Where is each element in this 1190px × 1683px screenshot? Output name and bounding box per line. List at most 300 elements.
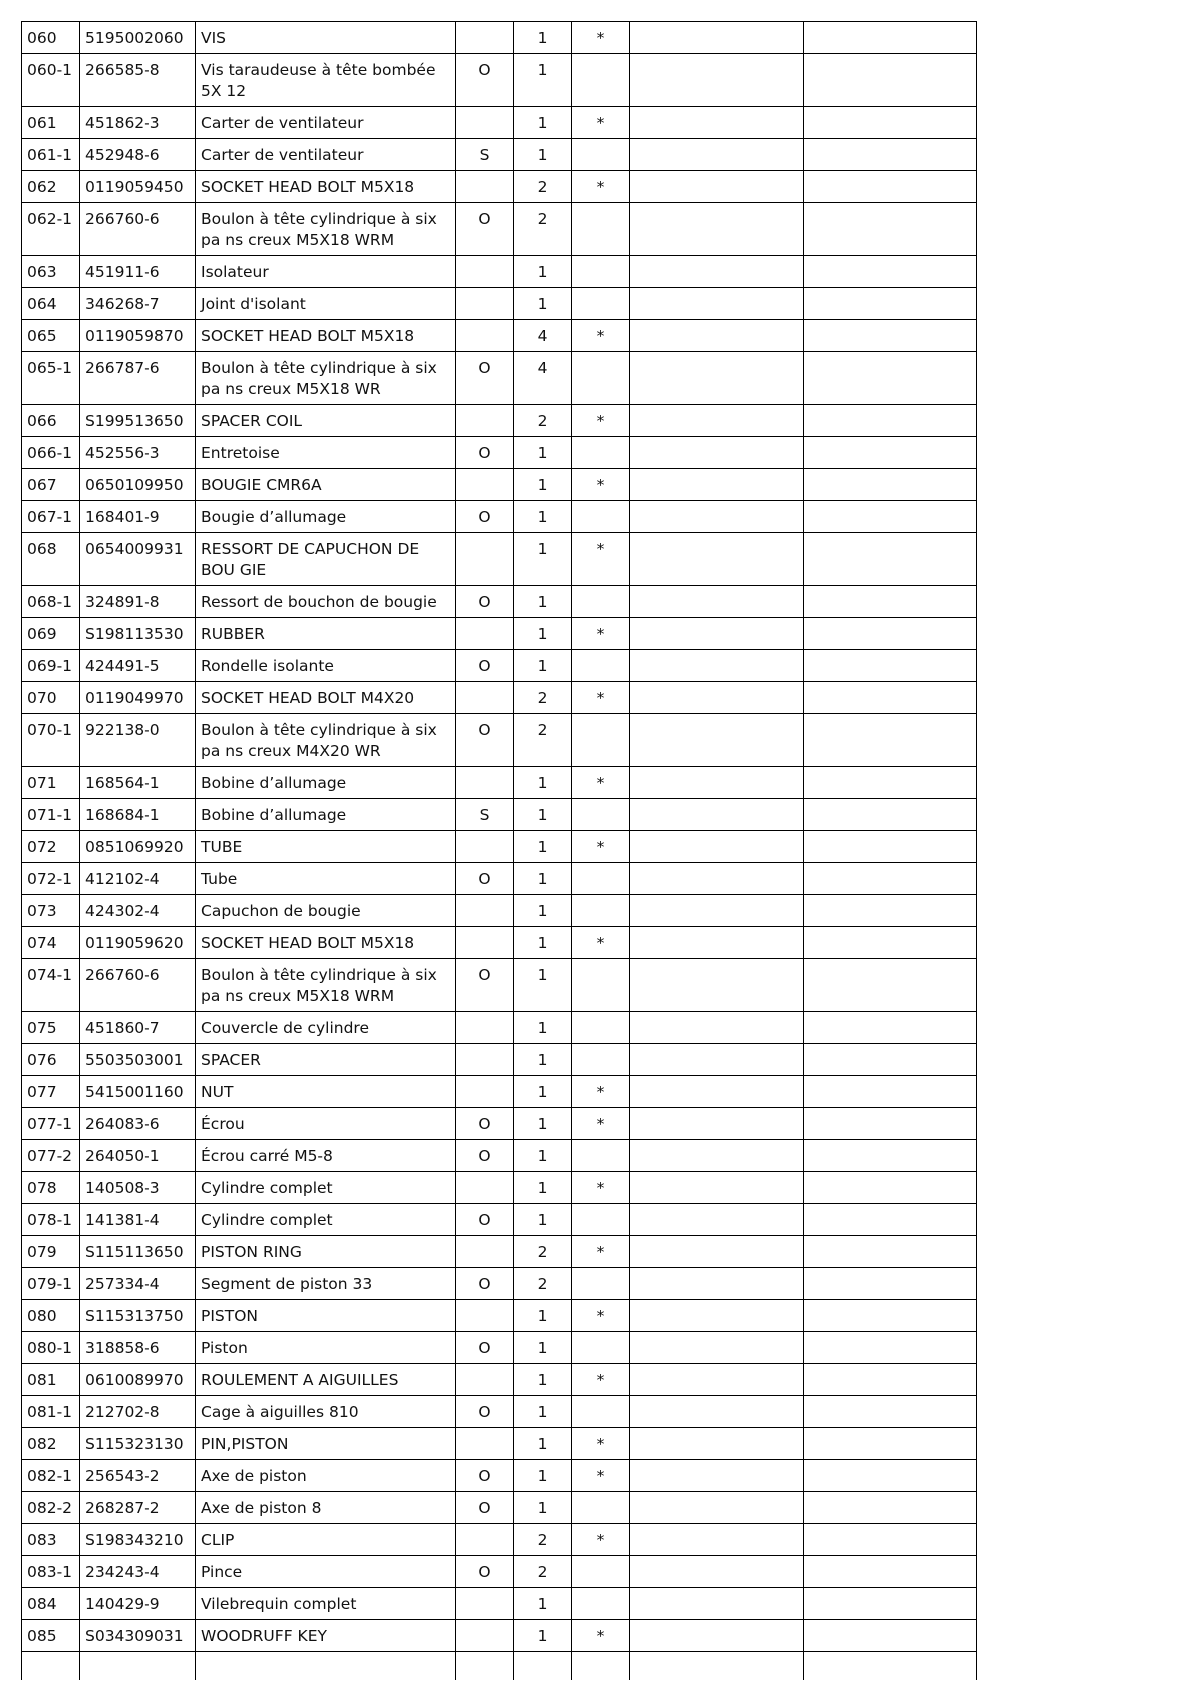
item-number-cell: 077-2: [22, 1140, 80, 1172]
blank-cell: [804, 1300, 977, 1332]
quantity-cell: 1: [514, 1012, 572, 1044]
blank-cell: [630, 405, 804, 437]
blank-cell: [804, 1044, 977, 1076]
blank-cell: [804, 256, 977, 288]
blank-cell: [804, 54, 977, 107]
part-number-cell: 0851069920: [80, 831, 196, 863]
note-cell: [572, 650, 630, 682]
table-row: [22, 501, 977, 533]
part-number-cell: 451911-6: [80, 256, 196, 288]
blank-cell: [630, 139, 804, 171]
description-cell: BOUGIE CMR6A: [196, 469, 456, 501]
code-cell: O: [456, 1460, 514, 1492]
blank-cell: [630, 650, 804, 682]
code-cell: O: [456, 1204, 514, 1236]
item-number-cell: 066: [22, 405, 80, 437]
code-cell: [456, 1364, 514, 1396]
table-row: [22, 1236, 977, 1268]
blank-cell: [804, 1236, 977, 1268]
quantity-cell: 1: [514, 501, 572, 533]
blank-cell: [804, 650, 977, 682]
item-number-cell: 079: [22, 1236, 80, 1268]
code-cell: O: [456, 352, 514, 405]
item-number-cell: 084: [22, 1588, 80, 1620]
description-cell: Segment de piston 33: [196, 1268, 456, 1300]
description-cell: RESSORT DE CAPUCHON DE BOU GIE: [196, 533, 456, 586]
note-cell: [572, 586, 630, 618]
item-number-cell: 079-1: [22, 1268, 80, 1300]
code-cell: O: [456, 54, 514, 107]
note-cell: [572, 895, 630, 927]
note-cell: *: [572, 469, 630, 501]
table-row: [22, 1396, 977, 1428]
table-row: [22, 288, 977, 320]
description-cell: Ressort de bouchon de bougie: [196, 586, 456, 618]
description-cell: VIS: [196, 22, 456, 54]
item-number-cell: 070: [22, 682, 80, 714]
table-row: [22, 1556, 977, 1588]
note-cell: [572, 1492, 630, 1524]
item-number-cell: 072-1: [22, 863, 80, 895]
code-cell: [456, 895, 514, 927]
item-number-cell: 083: [22, 1524, 80, 1556]
blank-cell: [630, 1588, 804, 1620]
parts-table: [21, 21, 977, 1680]
table-row: [22, 767, 977, 799]
note-cell: *: [572, 405, 630, 437]
blank-cell: [804, 959, 977, 1012]
blank-cell: [630, 1268, 804, 1300]
blank-cell: [804, 437, 977, 469]
note-cell: [572, 501, 630, 533]
blank-cell: [804, 1140, 977, 1172]
description-cell: Cage à aiguilles 810: [196, 1396, 456, 1428]
note-cell: [572, 54, 630, 107]
blank-cell: [804, 501, 977, 533]
code-cell: O: [456, 203, 514, 256]
part-number-cell: S115313750: [80, 1300, 196, 1332]
blank-cell: [630, 799, 804, 831]
blank-cell: [630, 107, 804, 139]
description-cell: Cylindre complet: [196, 1204, 456, 1236]
note-cell: [572, 288, 630, 320]
description-cell: Tube: [196, 863, 456, 895]
table-row: [22, 256, 977, 288]
part-number-cell: 5503503001: [80, 1044, 196, 1076]
part-number-cell: 266585-8: [80, 54, 196, 107]
table-row: [22, 1044, 977, 1076]
quantity-cell: 2: [514, 405, 572, 437]
code-cell: [456, 533, 514, 586]
blank-cell: [804, 1012, 977, 1044]
code-cell: O: [456, 1396, 514, 1428]
item-number-cell: 085: [22, 1620, 80, 1652]
item-number-cell: 072: [22, 831, 80, 863]
quantity-cell: 1: [514, 1428, 572, 1460]
part-number-cell: 141381-4: [80, 1204, 196, 1236]
note-cell: [572, 1204, 630, 1236]
code-cell: [456, 1044, 514, 1076]
blank-cell: [804, 1620, 977, 1652]
code-cell: [456, 405, 514, 437]
blank-cell: [804, 1588, 977, 1620]
item-number-cell: 067: [22, 469, 80, 501]
blank-cell: [630, 1460, 804, 1492]
description-cell: TUBE: [196, 831, 456, 863]
table-row: [22, 171, 977, 203]
table-row: [22, 927, 977, 959]
code-cell: [456, 320, 514, 352]
blank-cell: [804, 895, 977, 927]
table-row: [22, 469, 977, 501]
blank-cell: [630, 469, 804, 501]
part-number-cell: 0119059870: [80, 320, 196, 352]
quantity-cell: 2: [514, 171, 572, 203]
item-number-cell: 080: [22, 1300, 80, 1332]
blank-cell: [804, 107, 977, 139]
item-number-cell: 070-1: [22, 714, 80, 767]
blank-cell: [630, 1332, 804, 1364]
note-cell: [572, 139, 630, 171]
blank-cell: [630, 1428, 804, 1460]
blank-cell: [630, 1172, 804, 1204]
blank-cell: [630, 863, 804, 895]
description-cell: Cylindre complet: [196, 1172, 456, 1204]
note-cell: *: [572, 320, 630, 352]
item-number-cell: 074-1: [22, 959, 80, 1012]
blank-cell: [630, 682, 804, 714]
blank-cell: [630, 927, 804, 959]
description-cell: Joint d'isolant: [196, 288, 456, 320]
blank-cell: [630, 501, 804, 533]
table-row: [22, 405, 977, 437]
description-cell: Boulon à tête cylindrique à six pa ns creux M5X18 WRM: [196, 959, 456, 1012]
code-cell: [456, 1012, 514, 1044]
description-cell: Rondelle isolante: [196, 650, 456, 682]
description-cell: PISTON RING: [196, 1236, 456, 1268]
table-row: [22, 682, 977, 714]
note-cell: [572, 714, 630, 767]
item-number-cell: 075: [22, 1012, 80, 1044]
note-cell: [572, 1396, 630, 1428]
item-number-cell: 077-1: [22, 1108, 80, 1140]
quantity-cell: 1: [514, 1492, 572, 1524]
quantity-cell: 1: [514, 1588, 572, 1620]
code-cell: [456, 469, 514, 501]
description-cell: Bobine d’allumage: [196, 767, 456, 799]
item-number-cell: 076: [22, 1044, 80, 1076]
blank-cell: [514, 1652, 572, 1681]
item-number-cell: 082-2: [22, 1492, 80, 1524]
item-number-cell: 066-1: [22, 437, 80, 469]
part-number-cell: 0610089970: [80, 1364, 196, 1396]
blank-cell: [804, 1108, 977, 1140]
code-cell: O: [456, 1140, 514, 1172]
quantity-cell: 2: [514, 1236, 572, 1268]
code-cell: [456, 682, 514, 714]
code-cell: [456, 831, 514, 863]
blank-cell: [804, 618, 977, 650]
blank-cell: [630, 533, 804, 586]
part-number-cell: 424491-5: [80, 650, 196, 682]
description-cell: WOODRUFF KEY: [196, 1620, 456, 1652]
table-row: [22, 618, 977, 650]
part-number-cell: 412102-4: [80, 863, 196, 895]
blank-cell: [804, 320, 977, 352]
description-cell: Vis taraudeuse à tête bombée 5X 12: [196, 54, 456, 107]
blank-cell: [630, 203, 804, 256]
code-cell: O: [456, 650, 514, 682]
code-cell: O: [456, 863, 514, 895]
table-row: [22, 203, 977, 256]
note-cell: [572, 1012, 630, 1044]
part-number-cell: S115113650: [80, 1236, 196, 1268]
code-cell: [456, 1588, 514, 1620]
table-row: [22, 437, 977, 469]
table-row: [22, 895, 977, 927]
quantity-cell: 1: [514, 1044, 572, 1076]
code-cell: [456, 1236, 514, 1268]
blank-cell: [630, 54, 804, 107]
blank-cell: [804, 767, 977, 799]
table-row: [22, 1108, 977, 1140]
quantity-cell: 1: [514, 650, 572, 682]
blank-cell: [804, 533, 977, 586]
code-cell: [456, 288, 514, 320]
part-number-cell: S198113530: [80, 618, 196, 650]
table-row: [22, 650, 977, 682]
blank-cell: [804, 469, 977, 501]
blank-cell: [804, 22, 977, 54]
description-cell: Boulon à tête cylindrique à six pa ns creux M4X20 WR: [196, 714, 456, 767]
description-cell: ROULEMENT A AIGUILLES: [196, 1364, 456, 1396]
blank-cell: [804, 1172, 977, 1204]
description-cell: Vilebrequin complet: [196, 1588, 456, 1620]
quantity-cell: 1: [514, 469, 572, 501]
item-number-cell: 068: [22, 533, 80, 586]
part-number-cell: 424302-4: [80, 895, 196, 927]
table-row: [22, 139, 977, 171]
blank-cell: [630, 1012, 804, 1044]
description-cell: Piston: [196, 1332, 456, 1364]
part-number-cell: 0650109950: [80, 469, 196, 501]
blank-cell: [630, 1556, 804, 1588]
table-row: [22, 959, 977, 1012]
note-cell: *: [572, 682, 630, 714]
blank-cell: [804, 1396, 977, 1428]
table-row: [22, 1588, 977, 1620]
note-cell: *: [572, 22, 630, 54]
table-row: [22, 1268, 977, 1300]
blank-cell: [804, 1364, 977, 1396]
part-number-cell: 140508-3: [80, 1172, 196, 1204]
blank-cell: [630, 1492, 804, 1524]
description-cell: Entretoise: [196, 437, 456, 469]
quantity-cell: 1: [514, 1332, 572, 1364]
quantity-cell: 2: [514, 682, 572, 714]
note-cell: [572, 1556, 630, 1588]
blank-cell: [630, 1204, 804, 1236]
item-number-cell: 082-1: [22, 1460, 80, 1492]
quantity-cell: 1: [514, 895, 572, 927]
note-cell: [572, 1588, 630, 1620]
description-cell: SPACER: [196, 1044, 456, 1076]
part-number-cell: 268287-2: [80, 1492, 196, 1524]
note-cell: [572, 799, 630, 831]
part-number-cell: 922138-0: [80, 714, 196, 767]
note-cell: [572, 203, 630, 256]
code-cell: [456, 22, 514, 54]
code-cell: [456, 767, 514, 799]
note-cell: [572, 437, 630, 469]
code-cell: O: [456, 586, 514, 618]
table-row: [22, 1076, 977, 1108]
description-cell: Capuchon de bougie: [196, 895, 456, 927]
part-number-cell: 5415001160: [80, 1076, 196, 1108]
code-cell: [456, 1428, 514, 1460]
note-cell: *: [572, 1620, 630, 1652]
note-cell: *: [572, 831, 630, 863]
quantity-cell: 1: [514, 1140, 572, 1172]
code-cell: [456, 927, 514, 959]
table-row: [22, 1012, 977, 1044]
blank-cell: [804, 714, 977, 767]
table-row: [22, 714, 977, 767]
table-row: [22, 22, 977, 54]
blank-cell: [804, 203, 977, 256]
item-number-cell: 083-1: [22, 1556, 80, 1588]
blank-cell: [630, 320, 804, 352]
quantity-cell: 1: [514, 533, 572, 586]
part-number-cell: 168564-1: [80, 767, 196, 799]
note-cell: *: [572, 1428, 630, 1460]
table-row: [22, 320, 977, 352]
blank-cell: [630, 895, 804, 927]
blank-cell: [804, 1652, 977, 1681]
part-number-cell: 0119059620: [80, 927, 196, 959]
quantity-cell: 2: [514, 203, 572, 256]
blank-cell: [804, 352, 977, 405]
part-number-cell: 5195002060: [80, 22, 196, 54]
part-number-cell: 264050-1: [80, 1140, 196, 1172]
code-cell: [456, 618, 514, 650]
note-cell: [572, 1140, 630, 1172]
code-cell: S: [456, 799, 514, 831]
part-number-cell: 452556-3: [80, 437, 196, 469]
table-row: [22, 1620, 977, 1652]
part-number-cell: 234243-4: [80, 1556, 196, 1588]
item-number-cell: 071-1: [22, 799, 80, 831]
quantity-cell: 1: [514, 1396, 572, 1428]
blank-cell: [572, 1652, 630, 1681]
item-number-cell: 069: [22, 618, 80, 650]
blank-cell: [630, 256, 804, 288]
blank-cell: [804, 799, 977, 831]
note-cell: [572, 256, 630, 288]
blank-cell: [630, 1396, 804, 1428]
part-number-cell: 140429-9: [80, 1588, 196, 1620]
item-number-cell: 067-1: [22, 501, 80, 533]
table-row: [22, 1204, 977, 1236]
blank-cell: [804, 1524, 977, 1556]
quantity-cell: 2: [514, 1268, 572, 1300]
part-number-cell: 346268-7: [80, 288, 196, 320]
blank-cell: [804, 288, 977, 320]
item-number-cell: 077: [22, 1076, 80, 1108]
quantity-cell: 4: [514, 320, 572, 352]
part-number-cell: S199513650: [80, 405, 196, 437]
quantity-cell: 1: [514, 107, 572, 139]
note-cell: *: [572, 1076, 630, 1108]
note-cell: *: [572, 533, 630, 586]
note-cell: *: [572, 927, 630, 959]
description-cell: SPACER COIL: [196, 405, 456, 437]
parts-table-body: [22, 22, 977, 1681]
item-number-cell: 082: [22, 1428, 80, 1460]
part-number-cell: 451862-3: [80, 107, 196, 139]
code-cell: O: [456, 1332, 514, 1364]
description-cell: Bougie d’allumage: [196, 501, 456, 533]
blank-cell: [630, 288, 804, 320]
table-row: [22, 831, 977, 863]
item-number-cell: 063: [22, 256, 80, 288]
table-row: [22, 1364, 977, 1396]
note-cell: [572, 1044, 630, 1076]
description-cell: Carter de ventilateur: [196, 107, 456, 139]
part-number-cell: 168401-9: [80, 501, 196, 533]
item-number-cell: 081: [22, 1364, 80, 1396]
description-cell: Boulon à tête cylindrique à six pa ns creux M5X18 WRM: [196, 203, 456, 256]
description-cell: Bobine d’allumage: [196, 799, 456, 831]
note-cell: [572, 863, 630, 895]
quantity-cell: 1: [514, 1620, 572, 1652]
part-number-cell: 324891-8: [80, 586, 196, 618]
table-row: [22, 1300, 977, 1332]
blank-cell: [804, 171, 977, 203]
description-cell: Boulon à tête cylindrique à six pa ns creux M5X18 WR: [196, 352, 456, 405]
part-number-cell: S198343210: [80, 1524, 196, 1556]
code-cell: [456, 1172, 514, 1204]
part-number-cell: 266760-6: [80, 203, 196, 256]
note-cell: *: [572, 767, 630, 799]
part-number-cell: 0654009931: [80, 533, 196, 586]
quantity-cell: 1: [514, 1204, 572, 1236]
part-number-cell: S115323130: [80, 1428, 196, 1460]
quantity-cell: 1: [514, 959, 572, 1012]
item-number-cell: 062-1: [22, 203, 80, 256]
blank-cell: [804, 927, 977, 959]
code-cell: [456, 256, 514, 288]
item-number-cell: 080-1: [22, 1332, 80, 1364]
note-cell: [572, 1332, 630, 1364]
item-number-cell: 062: [22, 171, 80, 203]
description-cell: Écrou carré M5-8: [196, 1140, 456, 1172]
quantity-cell: 4: [514, 352, 572, 405]
code-cell: O: [456, 501, 514, 533]
part-number-cell: S034309031: [80, 1620, 196, 1652]
item-number-cell: 081-1: [22, 1396, 80, 1428]
blank-cell: [630, 714, 804, 767]
blank-cell: [630, 1108, 804, 1140]
blank-cell: [630, 1300, 804, 1332]
part-number-cell: 451860-7: [80, 1012, 196, 1044]
item-number-cell: 060-1: [22, 54, 80, 107]
quantity-cell: 1: [514, 1364, 572, 1396]
blank-cell: [196, 1652, 456, 1681]
description-cell: Axe de piston: [196, 1460, 456, 1492]
quantity-cell: 1: [514, 799, 572, 831]
table-row: [22, 863, 977, 895]
